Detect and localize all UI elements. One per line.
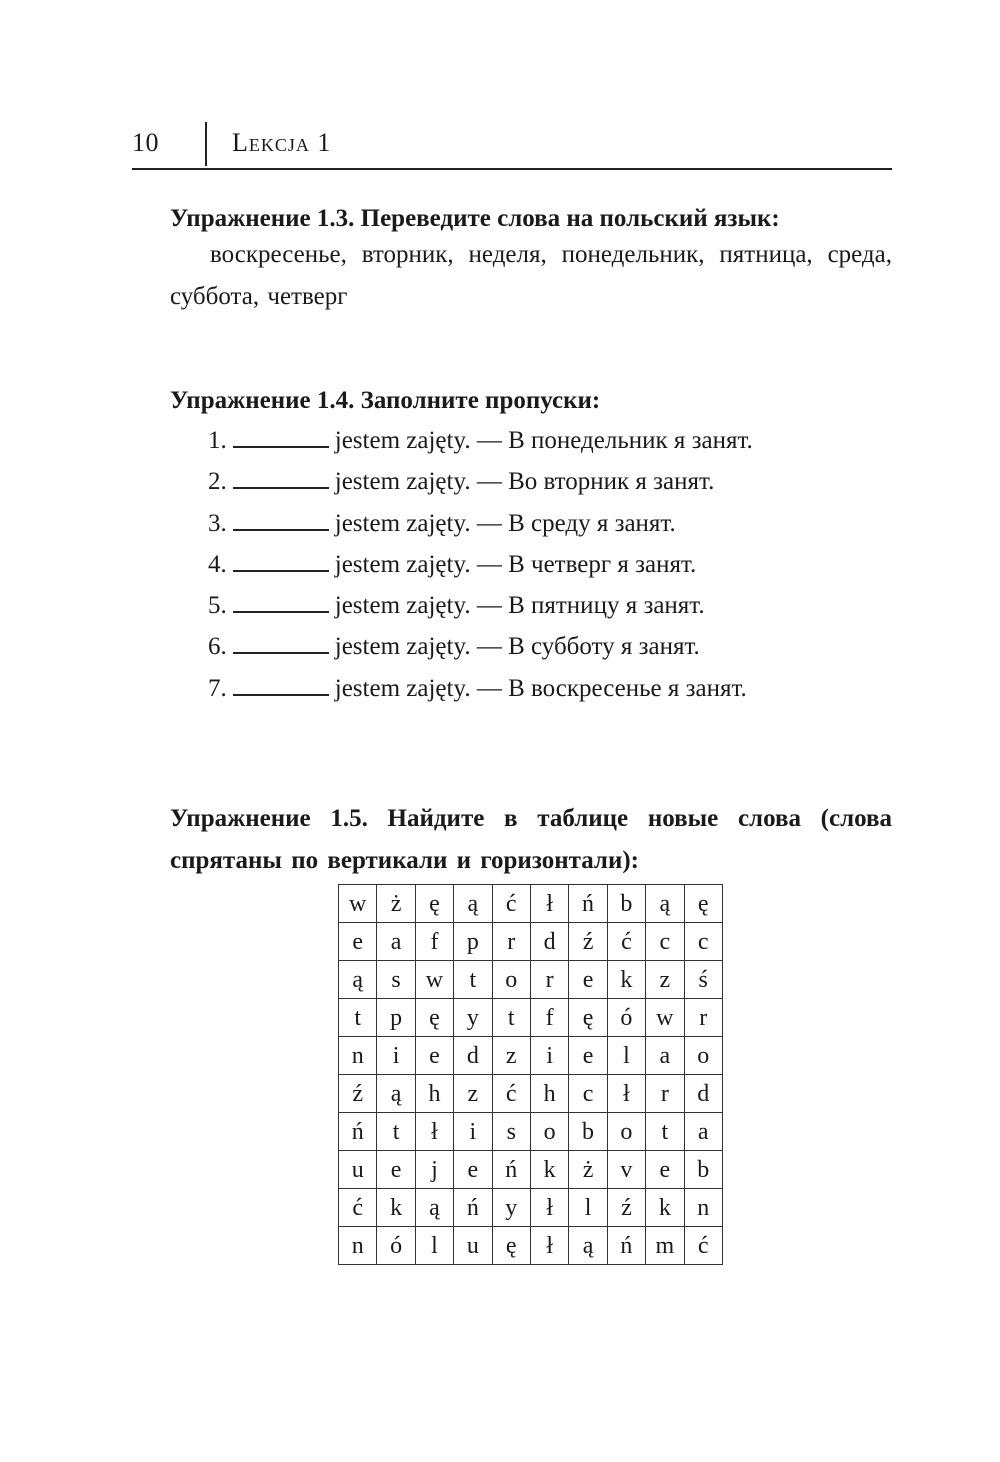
grid-cell[interactable]: r [646, 1075, 684, 1113]
answer-blank[interactable] [233, 670, 329, 696]
grid-row [339, 999, 723, 1037]
grid-cell[interactable]: i [530, 1037, 568, 1075]
grid-cell[interactable]: ę [684, 885, 722, 923]
grid-cell[interactable]: i [377, 1037, 415, 1075]
grid-cell[interactable]: ł [607, 1075, 645, 1113]
grid-cell[interactable]: ń [607, 1227, 645, 1265]
item-number: 2. [208, 468, 227, 496]
grid-cell[interactable]: l [415, 1227, 453, 1265]
header-rule [132, 168, 892, 170]
grid-cell[interactable]: c [646, 923, 684, 961]
polish-phrase: jestem zajęty. [334, 427, 471, 454]
grid-row [339, 1189, 723, 1227]
grid-cell[interactable]: o [530, 1113, 568, 1151]
grid-cell[interactable]: w [646, 999, 684, 1037]
grid-cell[interactable]: h [415, 1075, 453, 1113]
grid-row [339, 1037, 723, 1075]
item-number: 6. [208, 633, 227, 661]
grid-cell[interactable]: z [454, 1075, 492, 1113]
grid-cell[interactable]: ć [607, 923, 645, 961]
header-divider [205, 122, 207, 166]
polish-phrase: jestem zajęty. [334, 509, 471, 537]
fill-in-item [208, 544, 753, 585]
grid-cell[interactable]: ń [339, 1113, 377, 1151]
grid-cell[interactable]: a [646, 1037, 684, 1075]
item-number: 5. [208, 592, 227, 620]
grid-cell[interactable]: e [339, 923, 377, 961]
grid-cell[interactable]: b [569, 1113, 607, 1151]
grid-cell[interactable]: j [415, 1151, 453, 1189]
fill-in-list [208, 420, 753, 709]
grid-cell[interactable]: ó [377, 1227, 415, 1265]
grid-cell[interactable]: r [530, 961, 568, 999]
grid-cell[interactable]: e [415, 1037, 453, 1075]
grid-cell[interactable]: t [377, 1113, 415, 1151]
grid-cell[interactable]: n [684, 1189, 722, 1227]
grid-cell[interactable]: y [454, 999, 492, 1037]
grid-cell[interactable]: c [569, 1075, 607, 1113]
grid-cell[interactable]: ż [377, 885, 415, 923]
grid-cell[interactable]: h [530, 1075, 568, 1113]
fill-in-item [208, 585, 753, 626]
answer-blank[interactable] [233, 587, 329, 613]
grid-cell[interactable]: ź [607, 1189, 645, 1227]
grid-cell[interactable]: z [646, 961, 684, 999]
grid-cell[interactable]: v [607, 1151, 645, 1189]
grid-cell[interactable]: u [454, 1227, 492, 1265]
grid-cell[interactable]: ź [569, 923, 607, 961]
grid-cell[interactable]: ę [415, 885, 453, 923]
grid-cell[interactable]: ę [492, 1227, 530, 1265]
grid-cell[interactable]: ł [415, 1113, 453, 1151]
grid-cell[interactable]: o [607, 1113, 645, 1151]
grid-cell[interactable]: e [569, 1037, 607, 1075]
russian-translation: — В субботу я занят. [476, 633, 700, 661]
grid-cell[interactable]: ę [415, 999, 453, 1037]
grid-cell[interactable]: b [607, 885, 645, 923]
grid-cell[interactable]: ń [569, 885, 607, 923]
grid-cell[interactable]: i [454, 1113, 492, 1151]
page-number: 10 [132, 128, 159, 157]
grid-cell[interactable]: d [454, 1037, 492, 1075]
grid-cell[interactable]: ę [569, 999, 607, 1037]
grid-cell[interactable]: ą [454, 885, 492, 923]
fill-in-item [208, 420, 753, 461]
item-number: 1. [208, 427, 227, 454]
grid-cell[interactable]: d [684, 1075, 722, 1113]
grid-cell[interactable]: ć [684, 1227, 722, 1265]
grid-cell[interactable]: y [492, 1189, 530, 1227]
grid-row [339, 885, 723, 923]
fill-in-item [208, 461, 753, 502]
grid-cell[interactable]: ź [339, 1075, 377, 1113]
grid-cell[interactable]: n [339, 1227, 377, 1265]
grid-cell[interactable]: ą [569, 1227, 607, 1265]
exercise-1-3-heading: Упражнение 1.3. Переведите слова на польский язык: [170, 205, 780, 232]
grid-cell[interactable]: ń [454, 1189, 492, 1227]
fill-in-item [208, 626, 753, 667]
item-number: 4. [208, 550, 227, 578]
grid-cell[interactable]: t [339, 999, 377, 1037]
grid-cell[interactable]: ą [646, 885, 684, 923]
grid-row [339, 923, 723, 961]
grid-cell[interactable]: ą [415, 1189, 453, 1227]
grid-cell[interactable]: e [646, 1151, 684, 1189]
answer-blank[interactable] [233, 422, 329, 448]
grid-cell[interactable]: o [492, 961, 530, 999]
exercise-1-3-word-list: воскресенье, вторник, неделя, понедельник, пятница, среда, суббота, четверг [170, 241, 892, 310]
grid-cell[interactable]: a [377, 923, 415, 961]
grid-cell[interactable]: ł [530, 885, 568, 923]
grid-cell[interactable]: k [646, 1189, 684, 1227]
grid-cell[interactable]: c [684, 923, 722, 961]
grid-cell[interactable]: ą [377, 1075, 415, 1113]
grid-cell[interactable]: r [684, 999, 722, 1037]
grid-cell[interactable]: m [646, 1227, 684, 1265]
grid-cell[interactable]: n [339, 1037, 377, 1075]
grid-cell[interactable]: ń [492, 1151, 530, 1189]
grid-cell[interactable]: k [377, 1189, 415, 1227]
exercise-1-5-heading: Упражнение 1.5. Найдите в таблице новые слова (слова спрятаны по вертикали и горизонтали): [170, 805, 892, 874]
grid-cell[interactable]: r [492, 923, 530, 961]
polish-phrase: jestem zajęty. [334, 550, 471, 578]
grid-row [339, 1227, 723, 1265]
russian-translation: — Во вторник я занят. [476, 468, 715, 496]
grid-cell[interactable]: f [530, 999, 568, 1037]
grid-cell[interactable]: ć [492, 1075, 530, 1113]
grid-cell[interactable]: s [492, 1113, 530, 1151]
grid-cell[interactable]: s [377, 961, 415, 999]
grid-cell[interactable]: t [492, 999, 530, 1037]
grid-cell[interactable]: f [415, 923, 453, 961]
grid-cell[interactable]: o [684, 1037, 722, 1075]
lesson-title: Lekcja 1 [232, 128, 332, 157]
grid-cell[interactable]: p [454, 923, 492, 961]
answer-blank[interactable] [233, 628, 329, 654]
grid-cell[interactable]: l [569, 1189, 607, 1227]
running-header [132, 122, 892, 168]
polish-phrase: jestem zajęty. [334, 592, 471, 620]
answer-blank[interactable] [233, 505, 329, 531]
answer-blank[interactable] [233, 546, 329, 572]
word-search-grid [338, 884, 723, 1265]
grid-cell[interactable]: k [530, 1151, 568, 1189]
grid-cell[interactable]: a [684, 1113, 722, 1151]
fill-in-item [208, 503, 753, 544]
grid-cell[interactable]: t [646, 1113, 684, 1151]
fill-in-item [208, 668, 753, 709]
grid-cell[interactable]: ó [607, 999, 645, 1037]
russian-translation: — В воскресенье я занят. [476, 674, 747, 702]
grid-cell[interactable]: t [454, 961, 492, 999]
grid-cell[interactable]: k [607, 961, 645, 999]
grid-cell[interactable]: ł [530, 1227, 568, 1265]
exercise-1-4-heading: Упражнение 1.4. Заполните пропуски: [170, 387, 601, 414]
russian-translation: — В понедельник я занят. [476, 427, 753, 454]
grid-cell[interactable]: w [339, 885, 377, 923]
grid-cell[interactable]: w [415, 961, 453, 999]
grid-cell[interactable]: u [339, 1151, 377, 1189]
grid-row [339, 1075, 723, 1113]
polish-phrase: jestem zajęty. [334, 468, 471, 496]
grid-cell[interactable]: e [377, 1151, 415, 1189]
grid-cell[interactable]: l [607, 1037, 645, 1075]
grid-cell[interactable]: ż [569, 1151, 607, 1189]
grid-row [339, 1151, 723, 1189]
russian-translation: — В среду я занят. [476, 509, 676, 537]
grid-cell[interactable]: ś [684, 961, 722, 999]
answer-blank[interactable] [233, 463, 329, 489]
grid-cell[interactable]: ć [492, 885, 530, 923]
grid-cell[interactable]: e [569, 961, 607, 999]
polish-phrase: jestem zajęty. [334, 674, 471, 702]
grid-cell[interactable]: d [530, 923, 568, 961]
russian-translation: — В четверг я занят. [476, 550, 697, 578]
polish-phrase: jestem zajęty. [334, 633, 471, 661]
grid-cell[interactable]: e [454, 1151, 492, 1189]
grid-cell[interactable]: ą [339, 961, 377, 999]
russian-translation: — В пятницу я занят. [476, 592, 705, 620]
item-number: 3. [208, 509, 227, 537]
grid-cell[interactable]: p [377, 999, 415, 1037]
grid-cell[interactable]: z [492, 1037, 530, 1075]
grid-cell[interactable]: ł [530, 1189, 568, 1227]
grid-cell[interactable]: ć [339, 1189, 377, 1227]
item-number: 7. [208, 674, 227, 702]
grid-cell[interactable]: b [684, 1151, 722, 1189]
grid-row [339, 1113, 723, 1151]
grid-row [339, 961, 723, 999]
